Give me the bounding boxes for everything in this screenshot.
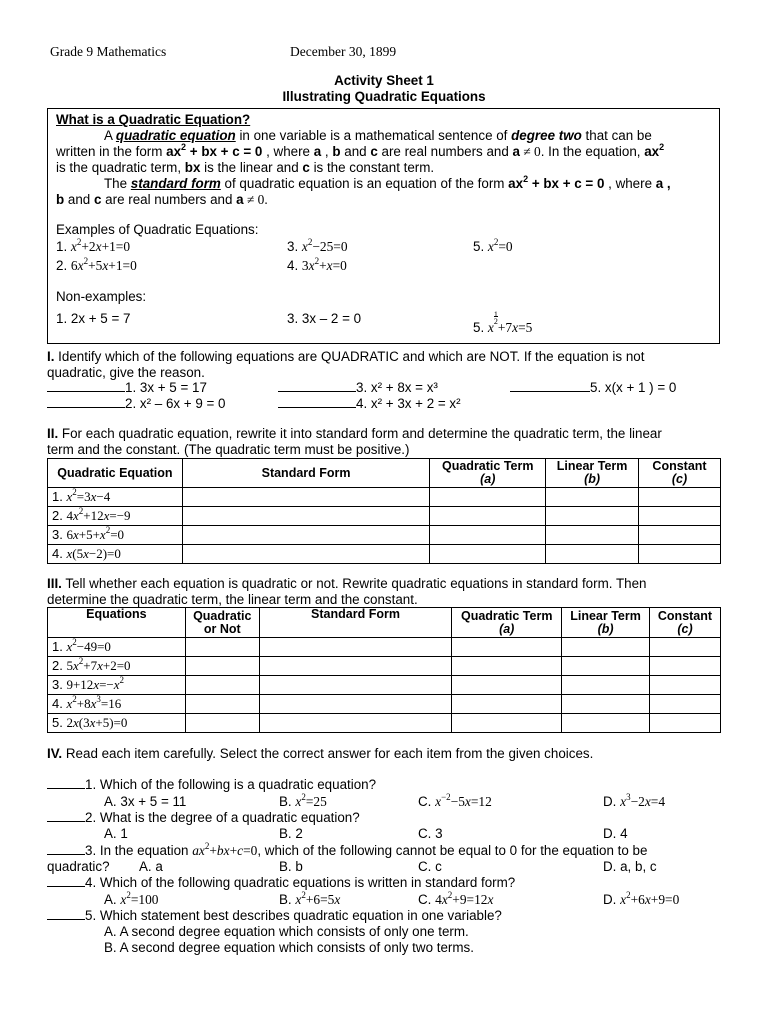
answer-cell[interactable] — [639, 488, 721, 507]
intro-paragraph-2-line-2: b and c are real numbers and a ≠ 0. — [56, 192, 268, 207]
question-3-cont: quadratic? — [47, 859, 110, 874]
question-2: 2. What is the degree of a quadratic equation? — [47, 810, 360, 826]
q3-choice-a[interactable]: A. a — [139, 859, 163, 874]
answer-cell[interactable] — [452, 657, 562, 676]
answer-cell[interactable] — [546, 488, 639, 507]
nonexample-3: 3. 3x – 2 = 0 — [287, 311, 362, 326]
answer-blank[interactable] — [47, 380, 125, 392]
example-4: 4. $3x^2+x=0$ — [287, 256, 347, 273]
answer-cell[interactable] — [430, 507, 546, 526]
table-row — [48, 676, 721, 695]
answer-cell[interactable] — [259, 676, 452, 695]
intro-paragraph-1-line-1: A quadratic equation in one variable is a mathematical sentence of degree two that can be — [104, 128, 652, 143]
part2-instruction-line-2: term and the constant. (The quadratic term must be positive.) — [47, 442, 410, 457]
col-header-linear-term: Linear Term (b) — [546, 459, 639, 488]
answer-blank[interactable] — [47, 777, 85, 789]
answer-cell[interactable] — [546, 545, 639, 564]
part1-item-1: 1. 3x + 5 = 17 — [47, 380, 207, 396]
q4-choice-a[interactable]: A. $x^2=100$ — [104, 890, 159, 907]
equation-cell: 4. $x^2+8x^3=16$ — [48, 695, 186, 714]
answer-cell[interactable] — [259, 714, 452, 733]
part2-instruction-line-1: II. For each quadratic equation, rewrite it into standard form and determine the quadratic term, the linear — [47, 426, 662, 441]
table-row — [48, 638, 721, 657]
clipped-row-fragments — [56, 341, 716, 344]
part4-instruction: IV. Read each item carefully. Select the correct answer for each item from the given choices. — [47, 746, 594, 761]
answer-cell[interactable] — [182, 488, 429, 507]
answer-cell[interactable] — [185, 714, 259, 733]
q2-choice-c[interactable]: C. 3 — [418, 826, 443, 841]
q2-choice-a[interactable]: A. 1 — [104, 826, 128, 841]
q3-choice-d[interactable]: D. a, b, c — [603, 859, 657, 874]
col-header-quadratic-equation: Quadratic Equation — [48, 459, 183, 488]
answer-cell[interactable] — [185, 676, 259, 695]
table-row — [48, 507, 721, 526]
q4-choice-d[interactable]: D. $x^2+6x+9=0$ — [603, 890, 680, 907]
col-header-linear-term: Linear Term (b) — [562, 608, 650, 638]
subject-label: Grade 9 Mathematics — [50, 44, 167, 59]
examples-label: Examples of Quadratic Equations: — [56, 222, 259, 237]
answer-cell[interactable] — [649, 638, 720, 657]
answer-cell[interactable] — [562, 638, 650, 657]
intro-box — [47, 108, 720, 344]
part1-instruction-line-1: I. Identify which of the following equations are QUADRATIC and which are NOT. If the equation is not — [47, 349, 645, 364]
intro-paragraph-2-line-1: The standard form of quadratic equation is an equation of the form $ax^2$ + bx + c = 0 , where a , — [104, 174, 671, 191]
q3-choice-c[interactable]: C. c — [418, 859, 442, 874]
col-header-standard-form: Standard Form — [259, 608, 452, 638]
q1-choice-d[interactable]: D. $x^3-2x=4$ — [603, 792, 666, 809]
q2-choice-d[interactable]: D. 4 — [603, 826, 628, 841]
answer-cell[interactable] — [185, 638, 259, 657]
answer-cell[interactable] — [452, 638, 562, 657]
example-3: 3. $x^2-25=0$ — [287, 237, 348, 254]
example-5: 5. $x^2=0$ — [473, 237, 513, 254]
answer-cell[interactable] — [430, 526, 546, 545]
q5-choice-a[interactable]: A. A second degree equation which consists of only one term. — [104, 924, 469, 939]
answer-cell[interactable] — [259, 695, 452, 714]
table-row — [48, 488, 721, 507]
part1-item-2: 2. x² – 6x + 9 = 0 — [47, 396, 226, 412]
col-header-constant: Constant (c) — [649, 608, 720, 638]
q4-choice-c[interactable]: C. $4x^2+9=12x$ — [418, 890, 494, 907]
intro-heading: What is a Quadratic Equation? — [56, 112, 251, 127]
q5-choice-b[interactable]: B. A second degree equation which consists of only two terms. — [104, 940, 474, 955]
intro-paragraph-1-line-3: is the quadratic term, bx is the linear and c is the constant term. — [56, 160, 435, 175]
table-row — [48, 526, 721, 545]
answer-cell[interactable] — [649, 657, 720, 676]
answer-cell[interactable] — [562, 676, 650, 695]
answer-blank[interactable] — [278, 396, 356, 408]
answer-cell[interactable] — [182, 545, 429, 564]
q2-choice-b[interactable]: B. 2 — [279, 826, 303, 841]
sheet-subtitle: Illustrating Quadratic Equations — [282, 89, 486, 104]
col-header-constant: Constant (c) — [639, 459, 721, 488]
equation-cell: 4. x(5x−2)=0 — [48, 545, 183, 564]
answer-blank[interactable] — [47, 843, 85, 855]
col-header-quadratic-term: Quadratic Term (a) — [452, 608, 562, 638]
q1-choice-a[interactable]: A. 3x + 5 = 11 — [104, 794, 187, 809]
example-2: 2. $6x^2+5x+1=0$ — [56, 256, 137, 273]
example-1: 1. $x^2+2x+1=0$ — [56, 237, 131, 254]
q1-choice-b[interactable]: B. $x^2=25$ — [279, 792, 327, 809]
answer-cell[interactable] — [185, 695, 259, 714]
table-row — [48, 657, 721, 676]
equation-cell: 3. $6x+5+x^2=0$ — [48, 526, 183, 545]
question-3: 3. In the equation $ax^2+bx+c=0$, which of the following cannot be equal to 0 for the equation to be — [47, 843, 647, 859]
col-header-standard-form: Standard Form — [182, 459, 429, 488]
equation-cell: 1. $x^2-49=0$ — [48, 638, 186, 657]
answer-blank[interactable] — [47, 908, 85, 920]
answer-cell[interactable] — [452, 676, 562, 695]
answer-cell[interactable] — [639, 507, 721, 526]
answer-cell[interactable] — [430, 488, 546, 507]
sheet-title: Activity Sheet 1 — [334, 73, 434, 88]
nonexample-5: 5. $x^{1 2}+7x=5$ — [473, 310, 533, 335]
table-row — [48, 545, 721, 564]
table-row — [48, 714, 721, 733]
part1-item-4: 4. x² + 3x + 2 = x² — [278, 396, 461, 412]
answer-cell[interactable] — [430, 545, 546, 564]
answer-cell[interactable] — [259, 657, 452, 676]
part3-instruction-line-1: III. Tell whether each equation is quadratic or not. Rewrite quadratic equations in standard form. Then — [47, 576, 647, 591]
answer-cell[interactable] — [562, 657, 650, 676]
part1-item-5: 5. x(x + 1 ) = 0 — [510, 380, 676, 396]
question-1: 1. Which of the following is a quadratic equation? — [47, 777, 376, 793]
answer-blank[interactable] — [510, 380, 590, 392]
answer-cell[interactable] — [452, 695, 562, 714]
part3-instruction-line-2: determine the quadratic term, the linear term and the constant. — [47, 592, 418, 607]
question-4: 4. Which of the following quadratic equations is written in standard form? — [47, 875, 515, 891]
q1-choice-c[interactable]: C. $x^{-2}-5x=12$ — [418, 792, 492, 809]
date-label: December 30, 1899 — [290, 44, 397, 59]
answer-blank[interactable] — [47, 810, 85, 822]
answer-cell[interactable] — [546, 526, 639, 545]
intro-paragraph-1-line-2: written in the form $ax^2$ + bx + c = 0 , where a , b and c are real numbers and a ≠ 0. In the equation, $ax^2$ — [56, 142, 665, 159]
answer-cell[interactable] — [649, 676, 720, 695]
answer-blank[interactable] — [47, 875, 85, 887]
answer-cell[interactable] — [639, 526, 721, 545]
equation-cell: 3. $9+12x=-x^2$ — [48, 676, 186, 695]
part1-instruction-line-2: quadratic, give the reason. — [47, 365, 205, 380]
part1-item-3: 3. x² + 8x = x³ — [278, 380, 438, 396]
col-header-quadratic-term: Quadratic Term (a) — [430, 459, 546, 488]
q3-choice-b[interactable]: B. b — [279, 859, 303, 874]
clipped-row — [56, 337, 716, 344]
table-row — [48, 695, 721, 714]
nonexample-1: 1. 2x + 5 = 7 — [56, 311, 131, 326]
answer-blank[interactable] — [47, 396, 125, 408]
question-5: 5. Which statement best describes quadratic equation in one variable? — [47, 908, 502, 924]
answer-cell[interactable] — [649, 714, 720, 733]
col-header-quadratic-or-not: Quadratic or Not — [185, 608, 259, 638]
equation-cell: 1. $x^2=3x-4$ — [48, 488, 183, 507]
answer-cell[interactable] — [562, 714, 650, 733]
equation-cell: 2. $5x^2+7x+2=0$ — [48, 657, 186, 676]
q4-choice-b[interactable]: B. $x^2+6=5x$ — [279, 890, 341, 907]
answer-cell[interactable] — [649, 695, 720, 714]
answer-cell[interactable] — [185, 657, 259, 676]
equation-cell: 2. $4x^2+12x=-9$ — [48, 507, 183, 526]
answer-cell[interactable] — [546, 507, 639, 526]
part3-table — [47, 607, 721, 733]
part2-table — [47, 458, 721, 564]
answer-cell[interactable] — [182, 507, 429, 526]
col-header-equations: Equations — [48, 608, 186, 638]
answer-blank[interactable] — [278, 380, 356, 392]
answer-cell[interactable] — [259, 638, 452, 657]
answer-cell[interactable] — [452, 714, 562, 733]
answer-cell[interactable] — [562, 695, 650, 714]
nonexamples-label: Non-examples: — [56, 289, 147, 304]
equation-cell: 5. 2x(3x+5)=0 — [48, 714, 186, 733]
answer-cell[interactable] — [182, 526, 429, 545]
answer-cell[interactable] — [639, 545, 721, 564]
